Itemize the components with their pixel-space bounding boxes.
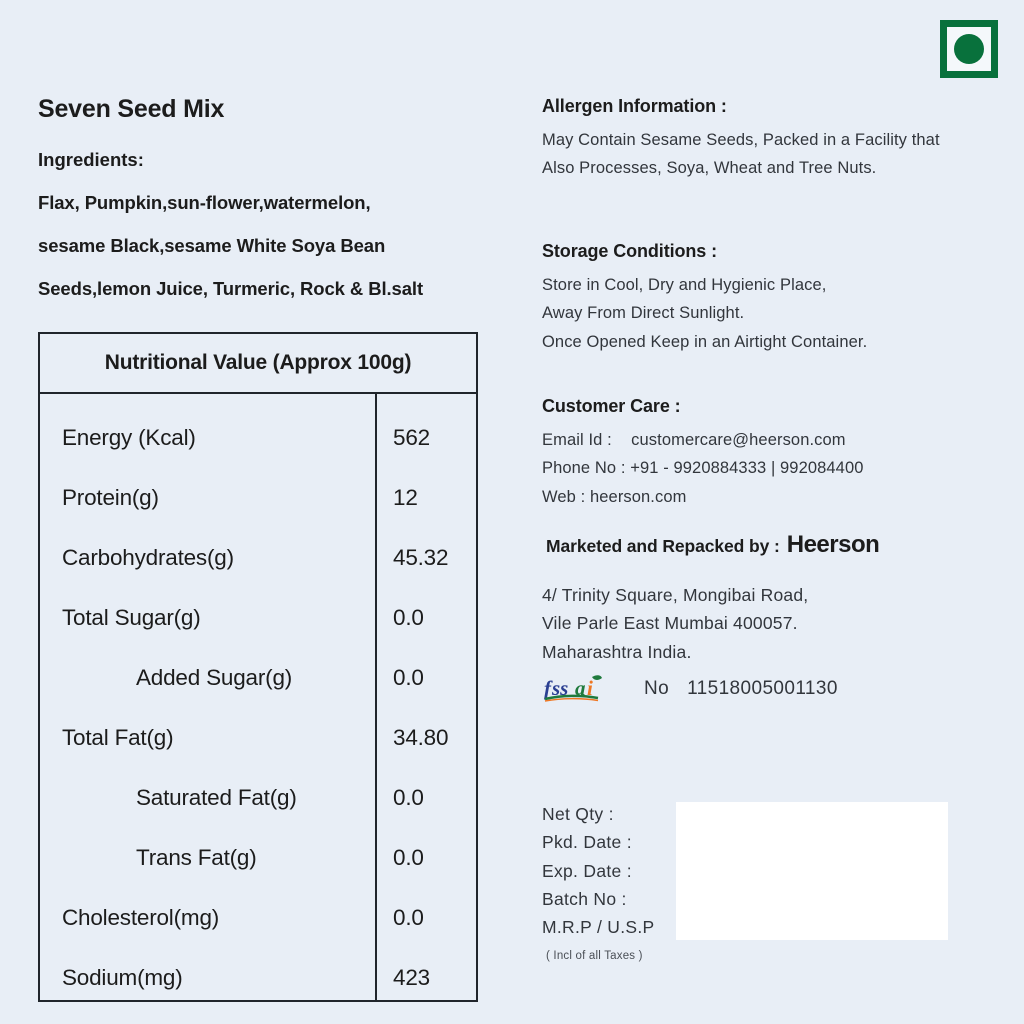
mrp-label: M.R.P / U.S.P	[542, 917, 655, 938]
customer-care-section	[542, 396, 1002, 511]
nutrient-value: 34.80	[393, 725, 449, 750]
svg-text:f: f	[544, 676, 551, 701]
nutrient-value: 423	[393, 965, 430, 990]
svg-text:i: i	[587, 676, 593, 701]
table-row	[40, 408, 476, 468]
packed-date-label: Pkd. Date :	[542, 832, 632, 853]
nutrient-name: Total Sugar(g)	[62, 605, 201, 630]
ingredients-line: sesame Black,sesame White Soya Bean	[38, 235, 386, 257]
table-row	[40, 888, 476, 948]
table-column-divider	[375, 394, 377, 1000]
vegetarian-mark-icon	[940, 20, 998, 78]
nutrient-value: 0.0	[393, 845, 424, 870]
address-line: Maharashtra India.	[542, 641, 692, 662]
brand-name: Heerson	[786, 531, 880, 558]
table-row	[40, 828, 476, 888]
table-row	[40, 708, 476, 768]
fssai-row	[542, 672, 1002, 706]
ingredients-line: Flax, Pumpkin,sun-flower,watermelon,	[38, 191, 371, 213]
phone-row	[542, 454, 1002, 482]
nutrient-name: Total Fat(g)	[62, 725, 174, 750]
nutrient-name: Carbohydrates(g)	[62, 545, 234, 570]
vegetarian-mark-dot	[954, 34, 984, 64]
nutrient-name: Saturated Fat(g)	[136, 785, 297, 810]
storage-line: Once Opened Keep in an Airtight Container.	[542, 332, 868, 351]
table-row	[40, 468, 476, 528]
email-value[interactable]: customercare@heerson.com	[631, 430, 846, 449]
nutrient-value: 0.0	[393, 605, 424, 630]
page-title: Seven Seed Mix	[38, 95, 225, 123]
storage-line: Away From Direct Sunlight.	[542, 304, 745, 323]
fssai-logo-icon	[542, 672, 628, 706]
storage-section	[542, 241, 1002, 356]
product-info-column	[38, 96, 508, 300]
blank-stamp-box	[676, 802, 948, 940]
address-line: 4/ Trinity Square, Mongibai Road,	[542, 585, 809, 605]
nutrient-name: Trans Fat(g)	[136, 845, 257, 870]
address-block	[542, 581, 1002, 666]
nutrient-value: 45.32	[393, 545, 449, 570]
nutrition-table-header: Nutritional Value (Approx 100g)	[38, 332, 478, 394]
web-value[interactable]: heerson.com	[589, 487, 687, 506]
customer-care-heading: Customer Care :	[542, 395, 681, 416]
phone-value[interactable]: +91 - 9920884333 | 992084400	[630, 459, 864, 478]
net-qty-label: Net Qty :	[542, 804, 614, 824]
nutrient-value: 12	[393, 485, 418, 510]
table-row	[40, 948, 476, 1008]
nutrition-table-body	[38, 394, 478, 1002]
allergen-line: May Contain Sesame Seeds, Packed in a Facility that	[542, 131, 940, 149]
web-row	[542, 483, 1002, 511]
marketed-by-row	[546, 531, 1002, 559]
batch-no-label: Batch No :	[542, 889, 627, 910]
tax-note: ( Incl of all Taxes )	[546, 949, 643, 962]
svg-text:a: a	[575, 676, 586, 701]
storage-heading: Storage Conditions :	[542, 240, 717, 261]
nutrient-name: Cholesterol(mg)	[62, 905, 220, 930]
nutrient-name: Energy (Kcal)	[62, 425, 196, 450]
storage-line: Store in Cool, Dry and Hygienic Place,	[542, 275, 827, 294]
fssai-license-number: 11518005001130	[687, 678, 838, 700]
nutrient-value: 0.0	[393, 785, 424, 810]
email-row	[542, 426, 1002, 454]
fssai-no-label: No	[644, 678, 670, 700]
allergen-heading: Allergen Information :	[542, 96, 727, 116]
product-details-column	[542, 96, 1002, 706]
nutrient-value: 0.0	[393, 905, 424, 930]
expiry-date-label: Exp. Date :	[542, 860, 632, 881]
allergen-line: Also Processes, Soya, Wheat and Tree Nuts.	[542, 159, 877, 178]
nutrient-name: Protein(g)	[62, 485, 159, 510]
ingredients-line: Seeds,lemon Juice, Turmeric, Rock & Bl.salt	[38, 278, 424, 300]
svg-text:ss: ss	[552, 676, 569, 701]
nutrient-name: Sodium(mg)	[62, 965, 183, 990]
nutrition-table	[38, 332, 478, 1002]
table-row	[40, 528, 476, 588]
table-row	[40, 588, 476, 648]
nutrient-value: 562	[393, 425, 430, 450]
table-row	[40, 768, 476, 828]
email-label: Email Id :	[542, 430, 612, 449]
marketed-by-label: Marketed and Repacked by :	[546, 536, 780, 556]
ingredients-label: Ingredients:	[38, 148, 144, 170]
nutrient-value: 0.0	[393, 665, 424, 690]
web-label: Web :	[542, 487, 586, 506]
phone-label: Phone No :	[542, 459, 626, 478]
table-row	[40, 648, 476, 708]
nutrient-name: Added Sugar(g)	[136, 665, 293, 690]
allergen-section	[542, 96, 1002, 183]
address-line: Vile Parle East Mumbai 400057.	[542, 613, 798, 634]
